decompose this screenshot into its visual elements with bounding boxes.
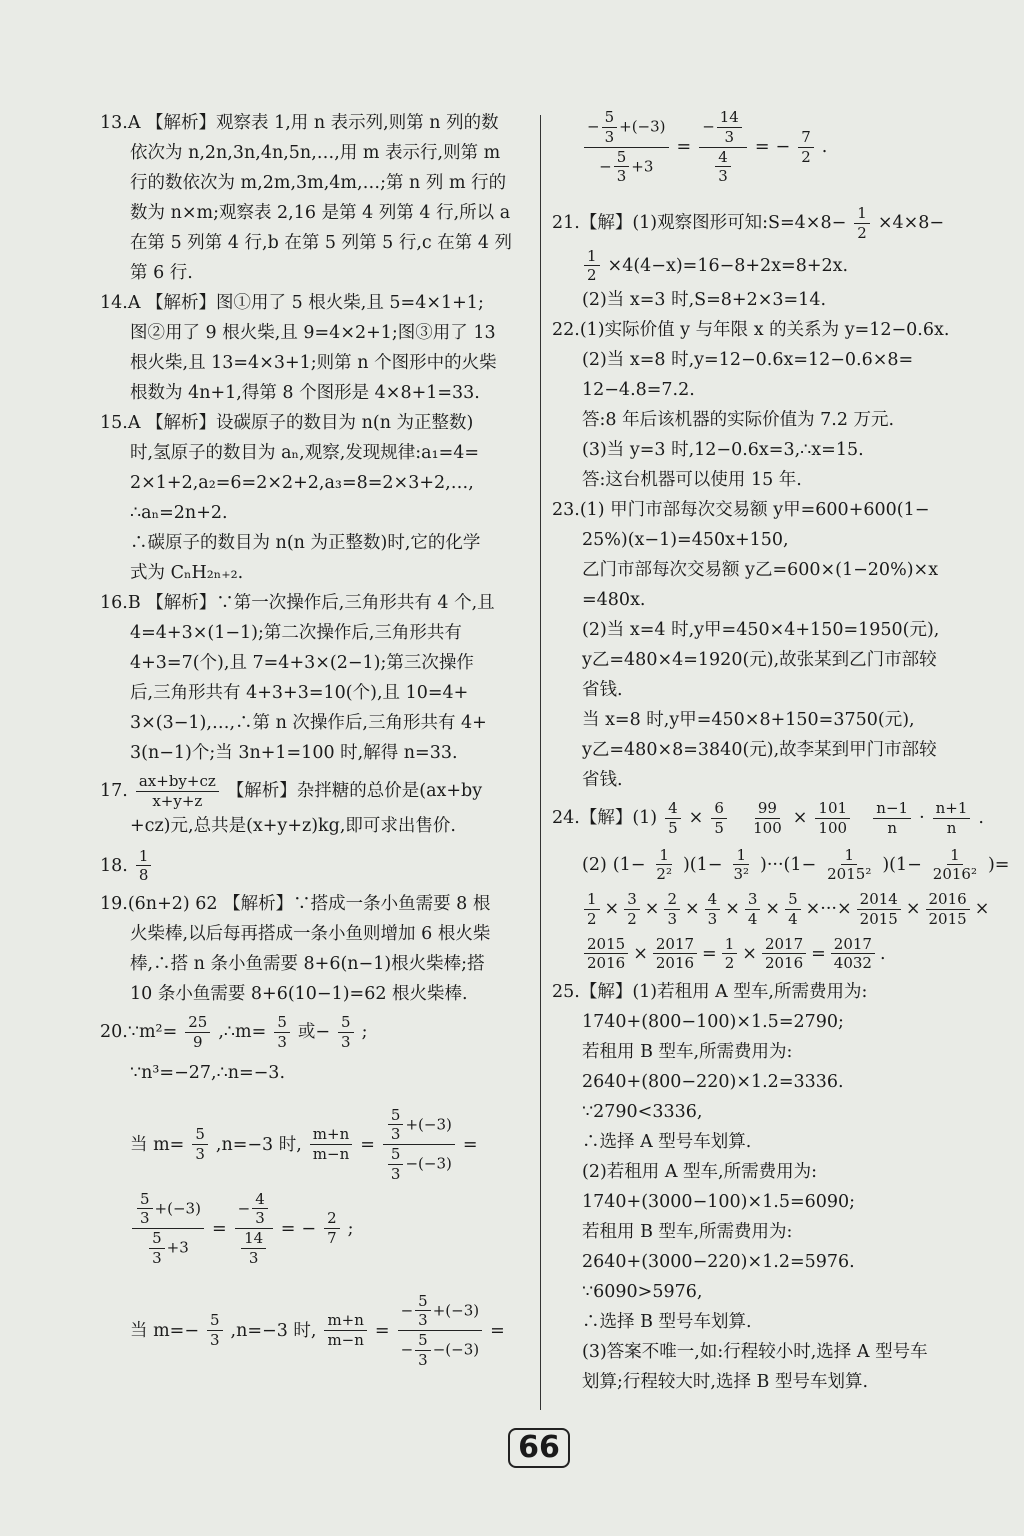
text-line: 在第 5 列第 4 行,b 在第 5 列第 5 行,c 在第 4 列 — [130, 233, 513, 253]
text: × — [905, 899, 921, 920]
text: = — [676, 137, 692, 157]
numerator: 4 — [715, 148, 731, 168]
fraction — [310, 1125, 352, 1164]
text-line: =480x. — [582, 590, 646, 610]
text: = — [462, 1134, 478, 1155]
text-line: (2)若租用 A 型车,所需费用为: — [582, 1162, 818, 1182]
numerator: 1 — [656, 846, 672, 866]
numerator: 5 — [388, 1145, 404, 1165]
text-line: ∴选择 B 型号车划算. — [582, 1312, 752, 1332]
denominator: 3 — [209, 1331, 220, 1349]
text-line: ∴选择 A 型号车划算. — [582, 1132, 752, 1152]
text-line: ∴aₙ=2n+2. — [130, 503, 228, 523]
denominator — [383, 1145, 455, 1184]
text-line: 13.A 【解析】观察表 1,用 n 表示列,则第 n 列的数 — [100, 113, 499, 133]
denominator: 2 — [724, 954, 735, 973]
numerator: 1 — [947, 846, 963, 866]
text-line: (2)当 x=8 时,y=12−0.6x=12−0.6×8= — [582, 350, 914, 370]
answer-15 — [100, 408, 532, 588]
fraction — [831, 935, 875, 974]
denominator: 3 — [152, 1248, 162, 1267]
fraction — [705, 890, 721, 929]
item-number: 18. — [100, 855, 128, 876]
text: (2) — [582, 854, 607, 875]
text-line: y乙=480×8=3840(元),故李某到甲门市部较 — [582, 740, 937, 760]
text: = — [702, 943, 717, 964]
numerator: 2 — [664, 890, 680, 910]
denominator: 4 — [747, 909, 758, 928]
numerator — [398, 1292, 483, 1332]
text: ,∴m= — [218, 1022, 267, 1043]
text: = — [211, 1218, 227, 1239]
text: +3 — [631, 156, 654, 175]
answer-16 — [100, 588, 532, 768]
denominator: 5 — [668, 818, 678, 837]
text-line: ∴碳原子的数目为 n(n 为正整数)时,它的化学 — [130, 533, 481, 553]
text: −(−3) — [405, 1154, 452, 1173]
fraction — [665, 799, 681, 838]
text: )= — [987, 854, 1010, 875]
fraction — [857, 890, 901, 929]
denominator: 8 — [138, 866, 149, 885]
text-line: ∵6090>5976, — [582, 1282, 703, 1302]
fraction — [653, 935, 697, 974]
numerator: 5 — [149, 1229, 165, 1249]
text: − — [599, 156, 612, 175]
text-line: 23.(1) 甲门市部每次交易额 y甲=600+600(1− — [552, 500, 930, 520]
left-column — [100, 108, 532, 1376]
numerator: 3 — [745, 890, 761, 910]
case-2-line — [100, 1292, 532, 1370]
fraction — [711, 799, 727, 838]
denominator — [710, 148, 736, 187]
text-line: +cz)元,总共是(x+y+z)kg,即可求出售价. — [130, 815, 456, 836]
answer-25 — [552, 977, 984, 1397]
text: . — [978, 808, 984, 829]
text: +(−3) — [619, 117, 666, 136]
numerator — [699, 108, 747, 148]
denominator: 2 — [857, 223, 867, 242]
case-1-result — [100, 1190, 532, 1268]
right-column — [552, 108, 1010, 1397]
denominator: m−n — [312, 1145, 350, 1163]
numerator: n−1 — [873, 799, 911, 819]
text: = — [490, 1320, 505, 1341]
numerator: 2017 — [831, 935, 875, 955]
text: ×4(4−x)=16−8+2x=8+2x. — [607, 255, 849, 276]
denominator: x+y+z — [152, 791, 203, 810]
text: +3 — [166, 1238, 189, 1257]
text-line: 若租用 B 型车,所需费用为: — [582, 1042, 793, 1062]
denominator: 3 — [390, 1125, 401, 1144]
text-line: 图②用了 9 根火柴,且 9=4×2+1;图③用了 13 — [130, 323, 496, 343]
numerator: 7 — [798, 128, 814, 148]
denominator: 2016 — [587, 954, 626, 973]
text-line: 答:8 年后该机器的实际价值为 7.2 万元. — [582, 410, 895, 430]
numerator: 5 — [207, 1311, 223, 1331]
denominator: 2015 — [859, 909, 898, 928]
denominator: 4 — [788, 909, 798, 928]
denominator: 3 — [341, 1032, 351, 1051]
numerator: 5 — [785, 890, 801, 910]
text-line: 22.(1)实际价值 y 与年限 x 的关系为 y=12−0.6x. — [552, 320, 950, 340]
denominator: 2015 — [928, 909, 967, 928]
text: +(−3) — [432, 1300, 480, 1319]
text-line: 火柴棒,以后每再搭成一条小鱼则增加 6 根火柴 — [130, 924, 491, 944]
numerator — [383, 1106, 455, 1146]
denominator: n — [946, 818, 957, 837]
text: − — [400, 1300, 414, 1319]
text-line: 行的数依次为 m,2m,3m,4m,…;第 n 列 m 行的 — [130, 173, 507, 193]
text-line: y乙=480×4=1920(元),故张某到乙门市部较 — [582, 650, 937, 670]
fraction — [854, 204, 870, 243]
denominator: 2 — [587, 266, 597, 285]
numerator — [132, 1190, 204, 1230]
denominator: 3 — [616, 167, 627, 186]
fraction — [584, 890, 600, 929]
denominator: 3 — [255, 1209, 265, 1228]
text-line: (3)答案不唯一,如:行程较小时,选择 A 型号车 — [582, 1342, 928, 1362]
denominator: 2 — [627, 909, 637, 928]
fraction — [824, 846, 874, 885]
numerator: 2017 — [653, 935, 697, 955]
text-line: 式为 CₙH₂ₙ₊₂. — [130, 563, 244, 583]
text: ×···× — [805, 899, 852, 920]
text: = — [811, 943, 826, 964]
denominator: 2016² — [932, 865, 977, 884]
text: +(−3) — [154, 1198, 201, 1217]
text: )(1− — [882, 854, 922, 875]
text-line: (2)当 x=3 时,S=8+2×3=14. — [582, 290, 827, 310]
fraction — [785, 890, 801, 929]
text-line: 25.【解】(1)若租用 A 型车,所需费用为: — [552, 982, 868, 1002]
numerator: 2016 — [926, 890, 970, 910]
text-line: 25%)(x−1)=450x+150, — [582, 530, 789, 550]
text-line: 棒,∴搭 n 条小鱼需要 8+6(n−1)根火柴棒;搭 — [130, 954, 485, 974]
text-line: (3)当 y=3 时,12−0.6x=3,∴x=15. — [582, 440, 864, 460]
numerator: m+n — [310, 1125, 352, 1145]
answer-23 — [552, 495, 984, 795]
text: × — [725, 899, 740, 920]
text: (1− — [612, 854, 646, 875]
answer-24 — [552, 799, 1010, 973]
denominator: 100 — [753, 818, 782, 837]
text: = — [754, 137, 770, 157]
column-divider — [540, 115, 541, 1410]
text-line: 16.B 【解析】∵第一次操作后,三角形共有 4 个,且 — [100, 593, 495, 613]
fraction — [132, 1190, 204, 1268]
text: × — [684, 899, 700, 920]
text: ,n=−3 时, — [230, 1320, 317, 1341]
fraction — [745, 890, 761, 929]
fraction — [235, 1190, 273, 1268]
text-line: 12−4.8=7.2. — [582, 380, 695, 400]
text-line: 答:这台机器可以使用 15 年. — [582, 470, 802, 490]
text-line: 2640+(3000−220)×1.2=5976. — [582, 1252, 855, 1272]
fraction — [664, 890, 680, 929]
answer-13 — [100, 108, 532, 288]
answer-21 — [552, 204, 984, 315]
text-line: 当 x=8 时,y甲=450×8+150=3750(元), — [582, 710, 915, 730]
denominator: 3 — [418, 1350, 428, 1369]
denominator: 3 — [140, 1209, 150, 1228]
fraction — [798, 128, 814, 167]
fraction — [192, 1125, 208, 1164]
text: − — [702, 117, 715, 136]
denominator: 3 — [248, 1248, 259, 1267]
denominator: 3 — [277, 1032, 287, 1051]
numerator: 2 — [324, 1209, 340, 1229]
text-line: 时,氢原子的数目为 aₙ,观察,发现规律:a₁=4= — [130, 443, 480, 463]
numerator: 1 — [841, 846, 857, 866]
text: × — [688, 808, 704, 829]
denominator: 2015² — [827, 865, 872, 884]
text: )···(1− — [760, 854, 817, 875]
fraction — [207, 1311, 223, 1350]
fraction — [584, 935, 628, 974]
text: × — [765, 899, 781, 920]
fraction — [926, 890, 970, 929]
numerator: 25 — [185, 1013, 210, 1033]
text: − — [237, 1198, 251, 1217]
text: 当 m=− — [130, 1320, 199, 1341]
denominator: 2 — [587, 909, 597, 928]
text-line: 数为 n×m;观察表 2,16 是第 4 列第 4 行,所以 a — [130, 203, 511, 223]
numerator: 5 — [388, 1106, 404, 1126]
text-line: 根火柴,且 13=4×3+1;则第 n 个图形中的火柴 — [130, 353, 497, 373]
numerator: 5 — [602, 108, 618, 128]
denominator: 2016 — [655, 954, 695, 973]
text: × — [742, 943, 757, 964]
answer-18 — [100, 847, 532, 886]
denominator: 5 — [714, 818, 724, 837]
denominator: 2016 — [764, 954, 804, 973]
text-line: 10 条小鱼需要 8+6(10−1)=62 根火柴棒. — [130, 984, 468, 1004]
numerator: 4 — [705, 890, 721, 910]
answer-17 — [100, 772, 532, 841]
numerator: 1 — [722, 935, 738, 955]
text: − — [400, 1340, 414, 1359]
text: ,n=−3 时, — [215, 1134, 302, 1155]
text: 20.∵m²= — [100, 1022, 178, 1043]
fraction — [324, 1209, 340, 1248]
answer-22 — [552, 315, 984, 495]
text-line: 依次为 n,2n,3n,4n,5n,…,用 m 表示行,则第 m — [130, 143, 501, 163]
denominator: 9 — [193, 1032, 203, 1051]
numerator: 5 — [415, 1292, 431, 1312]
text-line: 省钱. — [582, 680, 623, 700]
fraction — [324, 1311, 366, 1350]
numerator: 3 — [624, 890, 640, 910]
text-line: 2×1+2,a₂=6=2×2+2,a₃=8=2×3+2,…, — [130, 473, 474, 493]
text-line: 1740+(3000−100)×1.5=6090; — [582, 1192, 856, 1212]
text-line: ∵n³=−27,∴n=−3. — [130, 1062, 286, 1083]
numerator: 5 — [338, 1013, 354, 1033]
text: . — [879, 943, 886, 964]
denominator: n — [887, 818, 897, 837]
text: 或− — [297, 1022, 331, 1043]
fraction — [398, 1292, 483, 1370]
numerator: 5 — [274, 1013, 290, 1033]
numerator: 101 — [815, 799, 850, 819]
text: = — [374, 1320, 390, 1341]
denominator: 3 — [724, 127, 735, 146]
fraction — [383, 1106, 455, 1184]
fraction — [750, 799, 785, 838]
text: = — [360, 1134, 375, 1155]
denominator: 3 — [195, 1145, 205, 1163]
numerator: 2015 — [584, 935, 628, 955]
numerator: 14 — [241, 1229, 266, 1249]
numerator — [235, 1190, 273, 1230]
numerator — [584, 108, 669, 148]
text: ; — [361, 1022, 368, 1043]
text-line: 后,三角形共有 4+3+3=10(个),且 10=4+ — [130, 683, 469, 703]
denominator — [398, 1331, 483, 1370]
fraction — [653, 846, 675, 885]
item-number: 17. — [100, 781, 128, 802]
denominator: 3 — [707, 909, 718, 928]
fraction — [933, 799, 971, 838]
text: × — [633, 943, 648, 964]
denominator: 100 — [818, 818, 848, 837]
numerator: 5 — [614, 148, 630, 168]
text-line: 14.A 【解析】图①用了 5 根火柴,且 5=4×1+1; — [100, 293, 484, 313]
text: ×4×8− — [877, 213, 945, 234]
text: 21.【解】(1)观察图形可知:S=4×8− — [552, 213, 847, 234]
numerator: 1 — [733, 846, 749, 866]
fraction — [624, 890, 640, 929]
fraction — [136, 772, 219, 811]
answer-19 — [100, 889, 532, 1009]
numerator: ax+by+cz — [136, 772, 219, 792]
fraction — [136, 847, 152, 886]
fraction — [274, 1013, 290, 1052]
numerator: 5 — [415, 1331, 431, 1351]
fraction — [584, 108, 669, 186]
denominator: 3 — [718, 167, 728, 186]
numerator: n+1 — [933, 799, 971, 819]
denominator: 3² — [733, 865, 749, 884]
denominator: 3 — [667, 909, 677, 928]
text: )(1− — [682, 854, 723, 875]
text-line: 2640+(800−220)×1.2=3336. — [582, 1072, 844, 1092]
text-line: 4=4+3×(1−1);第二次操作后,三角形共有 — [130, 623, 462, 643]
text: × — [974, 899, 990, 920]
numerator: 1 — [584, 247, 600, 267]
text: × — [644, 899, 660, 920]
denominator: 2 — [801, 147, 811, 166]
text-line: 根数为 4n+1,得第 8 个图形是 4×8+1=33. — [130, 383, 480, 403]
page-number: 66 — [508, 1428, 570, 1468]
numerator: 5 — [192, 1125, 208, 1145]
text: . — [821, 137, 828, 157]
fraction — [730, 846, 752, 885]
fraction — [762, 935, 806, 974]
denominator: 3 — [418, 1311, 428, 1330]
fraction — [185, 1013, 210, 1052]
denominator: 3 — [390, 1164, 401, 1183]
fraction — [722, 935, 738, 974]
numerator: 4 — [252, 1190, 268, 1210]
numerator: 99 — [755, 799, 780, 819]
denominator: 7 — [327, 1229, 337, 1247]
numerator: 1 — [854, 204, 870, 224]
text-line: (2)当 x=4 时,y甲=450×4+150=1950(元), — [582, 620, 940, 640]
answer-14 — [100, 288, 532, 408]
text: 24.【解】(1) — [552, 808, 658, 829]
text-line: 划算;行程较大时,选择 B 型号车划算. — [582, 1372, 869, 1392]
text-line: 乙门市部每次交易额 y乙=600×(1−20%)×x — [582, 560, 939, 580]
text-line: 15.A 【解析】设碳原子的数目为 n(n 为正整数) — [100, 413, 474, 433]
numerator: 5 — [137, 1190, 153, 1210]
numerator: m+n — [324, 1311, 366, 1331]
text: × — [792, 808, 808, 829]
text-line: 3(n−1)个;当 3n+1=100 时,解得 n=33. — [130, 743, 458, 763]
denominator: m−n — [327, 1331, 364, 1349]
denominator — [236, 1229, 271, 1268]
text-line: 若租用 B 型车,所需费用为: — [582, 1222, 793, 1242]
text-line: 19.(6n+2) 62 【解析】∵搭成一条小鱼需要 8 根 — [100, 894, 491, 914]
text-line: 4+3=7(个),且 7=4+3×(2−1);第三次操作 — [130, 653, 474, 673]
denominator: 3 — [604, 127, 615, 146]
text-line: 省钱. — [582, 770, 623, 790]
fraction — [699, 108, 747, 186]
text: +(−3) — [405, 1114, 452, 1133]
denominator: 4032 — [833, 954, 872, 973]
numerator: 1 — [136, 847, 152, 867]
text-line: 1740+(800−100)×1.5=2790; — [582, 1012, 844, 1032]
text: 当 m= — [130, 1134, 185, 1155]
text: = — [280, 1218, 296, 1239]
numerator: 2014 — [857, 890, 901, 910]
fraction — [815, 799, 850, 838]
fraction — [338, 1013, 354, 1052]
text: × — [604, 899, 620, 920]
text: − — [587, 117, 600, 136]
text: −(−3) — [432, 1340, 480, 1359]
text-line: 第 6 行. — [130, 263, 193, 283]
numerator: 4 — [665, 799, 681, 819]
text-line: ∵2790<3336, — [582, 1102, 703, 1122]
fraction — [873, 799, 911, 838]
denominator: 2² — [656, 865, 672, 884]
case-2-result — [552, 108, 984, 186]
text: − — [301, 1218, 317, 1239]
fraction — [584, 247, 600, 286]
text-line: 3×(3−1),…,∴第 n 次操作后,三角形共有 4+ — [130, 713, 487, 733]
text: · — [919, 808, 925, 829]
text: − — [775, 137, 791, 157]
numerator: 6 — [711, 799, 727, 819]
text-line: 【解析】杂拌糖的总价是(ax+by — [226, 781, 483, 802]
denominator — [144, 1229, 192, 1268]
fraction — [930, 846, 980, 885]
denominator — [596, 148, 656, 187]
numerator: 2017 — [762, 935, 806, 955]
numerator: 14 — [717, 108, 742, 128]
case-1-line — [100, 1106, 532, 1184]
answer-20 — [100, 1013, 532, 1370]
text: ; — [347, 1218, 354, 1239]
numerator: 1 — [584, 890, 600, 910]
